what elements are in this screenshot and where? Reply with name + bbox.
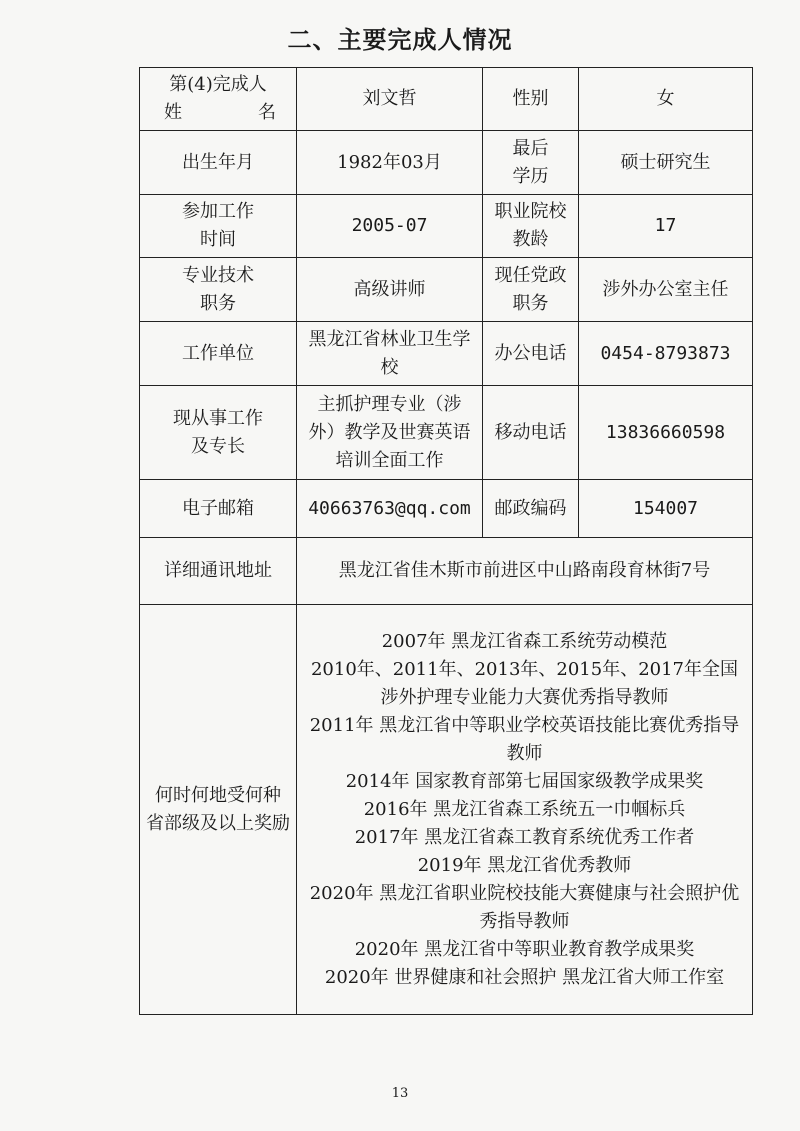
work-unit-value-line2: 校 xyxy=(380,356,399,378)
personnel-info-table xyxy=(139,67,753,1015)
professional-title-label-cell xyxy=(140,258,297,322)
professional-title-value: 高级讲师 xyxy=(297,258,483,322)
mobile-phone-value: 13836660598 xyxy=(579,386,753,480)
award-item: 2017年 黑龙江省森工教育系统优秀工作者 xyxy=(354,826,695,848)
address-label: 详细通讯地址 xyxy=(140,538,297,605)
mobile-phone-label: 移动电话 xyxy=(483,386,579,480)
email-value: 40663763@qq.com xyxy=(297,480,483,538)
work-start-label-cell xyxy=(140,195,297,258)
award-item: 2007年 黑龙江省森工系统劳动模范 xyxy=(381,630,668,652)
work-start-label-line1: 参加工作 xyxy=(182,201,254,222)
table-row xyxy=(140,131,753,195)
name-label-part2: 名 xyxy=(258,102,276,123)
table-row xyxy=(140,480,753,538)
work-start-label-line2: 时间 xyxy=(200,229,236,250)
education-value: 硕士研究生 xyxy=(579,131,753,195)
party-position-label-line2: 职务 xyxy=(512,292,549,314)
birth-label: 出生年月 xyxy=(140,131,297,195)
birth-value: 1982年03月 xyxy=(297,131,483,195)
name-value: 刘文哲 xyxy=(297,68,483,131)
party-position-value: 涉外办公室主任 xyxy=(579,258,753,322)
awards-label-cell xyxy=(140,605,297,1015)
table-row xyxy=(140,258,753,322)
award-item: 2019年 黑龙江省优秀教师 xyxy=(417,854,632,876)
work-unit-value-cell xyxy=(297,322,483,386)
page-number: 13 xyxy=(391,1086,409,1101)
table-row xyxy=(140,386,753,480)
name-label-part1: 姓 xyxy=(164,102,182,123)
award-item: 2020年 黑龙江省职业院校技能大赛健康与社会照护优秀指导教师 xyxy=(309,882,740,932)
awards-label-line2: 省部级及以上奖励 xyxy=(146,812,290,834)
gender-value: 女 xyxy=(579,68,753,131)
completer-order-label: 第(4)完成人 xyxy=(169,74,267,95)
current-work-value-cell xyxy=(297,386,483,480)
table-row xyxy=(140,195,753,258)
party-position-label-line1: 现任党政 xyxy=(494,264,567,286)
office-phone-value: 0454-8793873 xyxy=(579,322,753,386)
current-work-value-line2: 外）教学及世赛英语 xyxy=(308,421,471,443)
award-item: 2016年 黑龙江省森工系统五一巾帼标兵 xyxy=(363,798,686,820)
table-row xyxy=(140,538,753,605)
current-work-label-line1: 现从事工作 xyxy=(173,407,263,429)
table-row xyxy=(140,605,753,1015)
office-phone-label: 办公电话 xyxy=(483,322,579,386)
page-title: 二、主要完成人情况 xyxy=(287,25,513,54)
postcode-label: 邮政编码 xyxy=(483,480,579,538)
current-work-label-cell xyxy=(140,386,297,480)
award-item: 2014年 国家教育部第七届国家级教学成果奖 xyxy=(345,770,704,792)
award-item: 2011年 黑龙江省中等职业学校英语技能比赛优秀指导教师 xyxy=(309,714,740,764)
table-row xyxy=(140,322,753,386)
name-label-cell xyxy=(140,68,297,131)
work-unit-label: 工作单位 xyxy=(140,322,297,386)
current-work-label-line2: 及专长 xyxy=(191,435,245,457)
teaching-years-label-line1: 职业院校 xyxy=(494,201,567,222)
awards-label-line1: 何时何地受何种 xyxy=(155,784,281,806)
teaching-years-label-cell xyxy=(483,195,579,258)
award-item: 2020年 黑龙江省中等职业教育教学成果奖 xyxy=(354,938,695,960)
award-item: 2010年、2011年、2013年、2015年、2017年全国涉外护理专业能力大赛优秀指导教师 xyxy=(310,658,739,708)
award-item: 2020年 世界健康和社会照护 黑龙江省大师工作室 xyxy=(324,966,725,988)
party-position-label-cell xyxy=(483,258,579,322)
gender-label: 性别 xyxy=(483,68,579,131)
professional-title-label-line2: 职务 xyxy=(200,292,236,314)
current-work-value-line3: 培训全面工作 xyxy=(335,449,444,471)
professional-title-label-line1: 专业技术 xyxy=(182,264,254,286)
name-label xyxy=(146,99,290,127)
work-start-value: 2005-07 xyxy=(297,195,483,258)
teaching-years-label-line2: 教龄 xyxy=(512,229,549,250)
education-label-line1: 最后 xyxy=(512,137,549,159)
education-label-cell xyxy=(483,131,579,195)
table-row xyxy=(140,68,753,131)
current-work-value-line1: 主抓护理专业（涉 xyxy=(317,393,462,415)
address-value: 黑龙江省佳木斯市前进区中山路南段育林街7号 xyxy=(297,538,753,605)
postcode-value: 154007 xyxy=(579,480,753,538)
teaching-years-value: 17 xyxy=(579,195,753,258)
awards-list xyxy=(297,605,753,1015)
email-label: 电子邮箱 xyxy=(140,480,297,538)
work-unit-value-line1: 黑龙江省林业卫生学 xyxy=(308,328,471,350)
education-label-line2: 学历 xyxy=(512,165,549,187)
